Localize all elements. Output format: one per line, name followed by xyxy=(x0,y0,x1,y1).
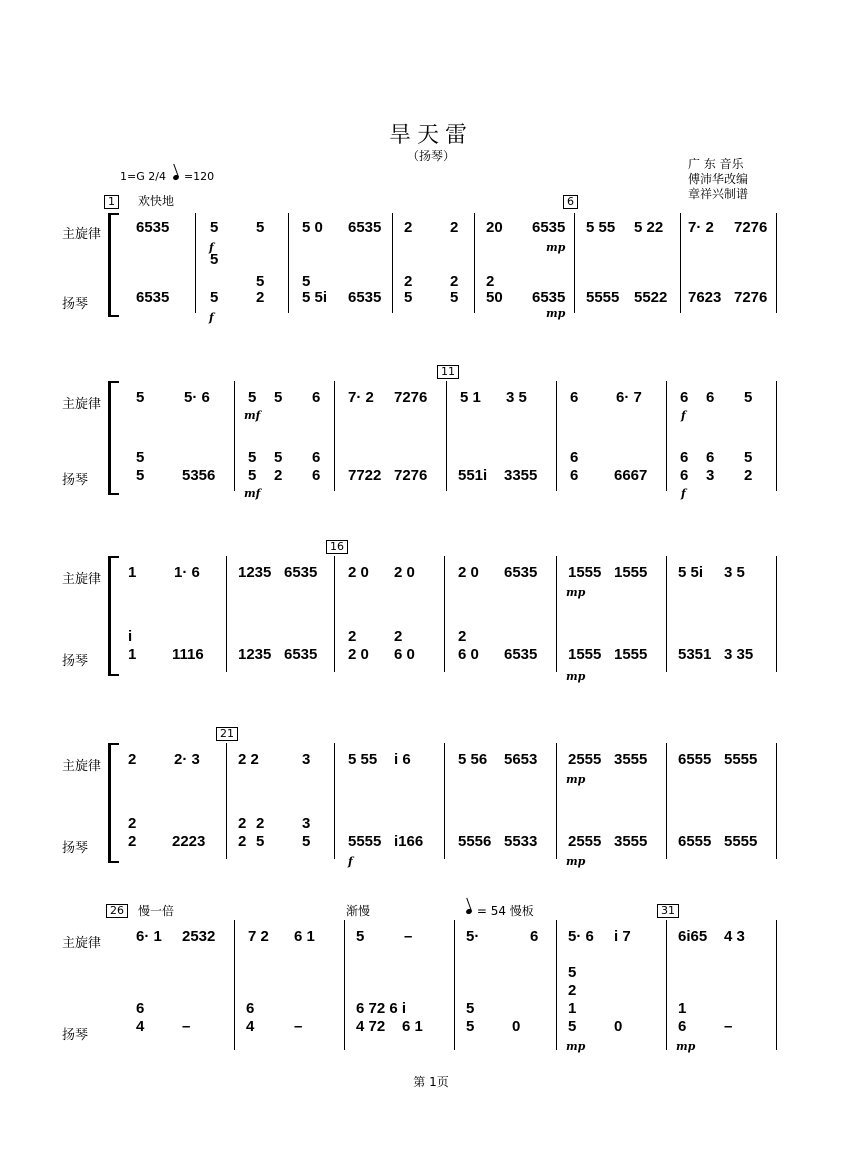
yangqin-note: 6535 xyxy=(348,289,382,306)
yangqin-note: 1555 xyxy=(568,646,602,663)
page-number: 第 1页 xyxy=(413,1075,449,1089)
melody-note: 7276 xyxy=(734,219,768,236)
yangqin-note: 5 xyxy=(450,289,459,306)
yangqin-upper-note: 2 xyxy=(486,273,495,290)
melody-note: 20 xyxy=(486,219,503,236)
key-and-tempo xyxy=(120,170,214,183)
yangqin-note: 6 xyxy=(570,467,579,484)
yangqin-note: 5 xyxy=(256,833,265,850)
melody-note: 6535 xyxy=(136,219,170,236)
yangqin-note: 4 72 xyxy=(356,1018,386,1035)
barline xyxy=(234,920,235,1050)
staff-brace xyxy=(108,743,119,863)
barline xyxy=(776,556,777,672)
barline xyxy=(226,743,227,859)
yangqin-note: 5 xyxy=(136,467,145,484)
rehearsal-mark: 11 xyxy=(437,365,459,379)
melody-note: 6· 7 xyxy=(616,389,642,406)
yangqin-upper-note: 5 xyxy=(568,964,577,981)
yangqin-note: 6667 xyxy=(614,467,648,484)
yangqin-note: 5522 xyxy=(634,289,668,306)
dynamic-mark: mp xyxy=(566,1040,586,1053)
credit-genre: 广 东 音乐 xyxy=(688,157,744,171)
melody-note: 6 1 xyxy=(294,928,315,945)
melody-note: 5 xyxy=(256,219,265,236)
dynamic-mark: mp xyxy=(676,1040,696,1053)
melody-note: 5· xyxy=(466,928,480,945)
yangqin-note: 7722 xyxy=(348,467,382,484)
melody-note: 6 xyxy=(706,389,715,406)
yangqin-note: 5555 xyxy=(348,833,382,850)
barline xyxy=(344,920,345,1050)
yangqin-upper-note: 2 xyxy=(394,628,403,645)
yangqin-note: 6 1 xyxy=(402,1018,423,1035)
system-4 xyxy=(0,727,862,867)
key-signature: 1=G 2/4 xyxy=(120,170,166,183)
melody-note: 6· 1 xyxy=(136,928,162,945)
dynamic-mark: f xyxy=(681,487,686,500)
melody-note: 6535 xyxy=(504,564,538,581)
yangqin-note: 3 xyxy=(706,467,715,484)
yangqin-note: – xyxy=(182,1018,191,1035)
part-label-yangqin: 扬琴 xyxy=(62,473,89,488)
barline xyxy=(334,743,335,859)
melody-note: 1 xyxy=(128,564,137,581)
measure-number: 1 xyxy=(104,195,119,209)
yangqin-upper-note: 5 xyxy=(744,449,753,466)
yangqin-note: 3 35 xyxy=(724,646,754,663)
part-label-yangqin: 扬琴 xyxy=(62,1028,89,1043)
melody-note: 2555 xyxy=(568,751,602,768)
melody-note: 5653 xyxy=(504,751,538,768)
yangqin-note: 2 0 xyxy=(348,646,369,663)
yangqin-note: 5 xyxy=(466,1018,475,1035)
melody-note: 5 xyxy=(210,219,219,236)
melody-note: 3555 xyxy=(614,751,648,768)
yangqin-note: – xyxy=(724,1018,733,1035)
barline xyxy=(776,920,777,1050)
barline xyxy=(444,556,445,672)
melody-note: 5 56 xyxy=(458,751,488,768)
barline xyxy=(556,381,557,491)
barline xyxy=(226,556,227,672)
score-subtitle: （扬琴） xyxy=(406,149,455,163)
dynamic-mark: mp xyxy=(546,241,566,254)
yangqin-upper-note: 5 xyxy=(248,449,257,466)
staff-brace xyxy=(108,381,119,495)
measure-number: 26 xyxy=(106,904,128,918)
yangqin-note: 6535 xyxy=(532,289,566,306)
yangqin-note: 1235 xyxy=(238,646,272,663)
rehearsal-mark: 6 xyxy=(563,195,578,209)
barline xyxy=(392,213,393,313)
melody-note: 5 0 xyxy=(302,219,323,236)
barline xyxy=(556,743,557,859)
staff-brace xyxy=(108,556,119,676)
yangqin-note: 6 xyxy=(312,467,321,484)
yangqin-upper-note: 2 xyxy=(568,982,577,999)
barline xyxy=(556,920,557,1050)
yangqin-upper-note: i xyxy=(128,628,133,645)
melody-note: 5555 xyxy=(724,751,758,768)
yangqin-note: 2555 xyxy=(568,833,602,850)
dynamic-mark: mp xyxy=(566,855,586,868)
melody-note: – xyxy=(404,928,413,945)
yangqin-note: 5356 xyxy=(182,467,216,484)
yangqin-note: 2 xyxy=(274,467,283,484)
yangqin-note: 5 xyxy=(210,289,219,306)
dynamic-mark: f xyxy=(348,855,353,868)
yangqin-upper-note: 5 xyxy=(466,1000,475,1017)
barline xyxy=(446,381,447,491)
yangqin-upper-note: 2 xyxy=(128,815,137,832)
melody-note: 1235 xyxy=(238,564,272,581)
tempo-change xyxy=(462,902,534,919)
dynamic-mark: f xyxy=(681,409,686,422)
melody-note: 2 0 xyxy=(348,564,369,581)
expression-mark: 渐慢 xyxy=(346,904,371,918)
expression-mark: 慢一倍 xyxy=(138,904,175,918)
tempo-value: = 54 xyxy=(476,904,506,918)
yangqin-upper-note: 6 xyxy=(680,449,689,466)
yangqin-upper-note: 6 xyxy=(246,1000,255,1017)
yangqin-note: 2 xyxy=(256,289,265,306)
melody-note: 6i65 xyxy=(678,928,708,945)
yangqin-upper-note: 2 xyxy=(348,628,357,645)
barline xyxy=(444,743,445,859)
melody-note: 5· 6 xyxy=(568,928,594,945)
yangqin-upper-note: 2 xyxy=(450,273,459,290)
system-2 xyxy=(0,365,862,500)
yangqin-note: 5555 xyxy=(586,289,620,306)
barline xyxy=(776,743,777,859)
yangqin-note: 6555 xyxy=(678,833,712,850)
melody-note: 5 55 xyxy=(586,219,616,236)
yangqin-upper-note: 5 xyxy=(210,251,219,268)
melody-note: i 6 xyxy=(394,751,411,768)
yangqin-note: 4 xyxy=(136,1018,145,1035)
yangqin-note: 0 xyxy=(614,1018,623,1035)
melody-note: 2 2 xyxy=(238,751,259,768)
yangqin-upper-note: 1 xyxy=(568,1000,577,1017)
melody-note: 5 5i xyxy=(678,564,704,581)
barline xyxy=(666,381,667,491)
yangqin-note: 6 xyxy=(678,1018,687,1035)
melody-note: 6535 xyxy=(284,564,318,581)
dynamic-mark: mp xyxy=(546,307,566,320)
dynamic-mark: f xyxy=(209,311,214,324)
melody-note: 7 2 xyxy=(248,928,269,945)
melody-note: 7276 xyxy=(394,389,428,406)
melody-note: 6 xyxy=(312,389,321,406)
yangqin-note: 2 xyxy=(128,833,137,850)
part-label-melody: 主旋律 xyxy=(62,936,102,951)
melody-note: 1555 xyxy=(568,564,602,581)
quarter-note-icon xyxy=(173,174,180,181)
yangqin-note: 5 xyxy=(248,467,257,484)
melody-note: 6 xyxy=(680,389,689,406)
melody-note: 5 22 xyxy=(634,219,664,236)
melody-note: 6 xyxy=(570,389,579,406)
yangqin-note: 1555 xyxy=(614,646,648,663)
yangqin-upper-note: 5 xyxy=(256,273,265,290)
part-label-yangqin: 扬琴 xyxy=(62,654,89,669)
yangqin-note: 6 0 xyxy=(394,646,415,663)
credit-arranger: 傅沛华改编 xyxy=(688,172,749,186)
melody-note: 3 5 xyxy=(724,564,745,581)
dynamic-mark: mf xyxy=(244,487,261,500)
melody-note: 2 0 xyxy=(394,564,415,581)
yangqin-upper-note: 6 xyxy=(136,1000,145,1017)
yangqin-note: 6535 xyxy=(136,289,170,306)
yangqin-note: 1 xyxy=(128,646,137,663)
yangqin-upper-note: 6 xyxy=(706,449,715,466)
yangqin-note: 5 5i xyxy=(302,289,328,306)
dynamic-mark: mp xyxy=(566,586,586,599)
melody-note: 3 xyxy=(302,751,311,768)
melody-note: i 7 xyxy=(614,928,631,945)
expression-mark: 欢快地 xyxy=(138,194,175,208)
yangqin-note: 5555 xyxy=(724,833,758,850)
yangqin-upper-note: 2 xyxy=(458,628,467,645)
barline xyxy=(288,213,289,313)
barline xyxy=(666,920,667,1050)
melody-note: 6535 xyxy=(348,219,382,236)
rehearsal-mark: 21 xyxy=(216,727,238,741)
yangqin-note: 5 xyxy=(302,833,311,850)
yangqin-note: 3355 xyxy=(504,467,538,484)
expression-mark: 慢板 xyxy=(509,904,534,918)
melody-note: 5 xyxy=(248,389,257,406)
part-label-yangqin: 扬琴 xyxy=(62,297,89,312)
yangqin-upper-note: 2 xyxy=(238,815,247,832)
yangqin-note: 6535 xyxy=(504,646,538,663)
melody-note: 1555 xyxy=(614,564,648,581)
yangqin-upper-note: 6 xyxy=(312,449,321,466)
barline xyxy=(776,381,777,491)
barline xyxy=(556,556,557,672)
yangqin-upper-note: 2 xyxy=(404,273,413,290)
yangqin-note: 50 xyxy=(486,289,503,306)
melody-note: 5 55 xyxy=(348,751,378,768)
melody-note: 2 xyxy=(450,219,459,236)
yangqin-upper-note: 5 xyxy=(136,449,145,466)
rehearsal-mark: 31 xyxy=(657,904,679,918)
melody-note: 2 0 xyxy=(458,564,479,581)
yangqin-upper-note: 6 72 6 i xyxy=(356,1000,407,1017)
barline xyxy=(334,556,335,672)
melody-note: 1· 6 xyxy=(174,564,200,581)
yangqin-note: 2223 xyxy=(172,833,206,850)
barline xyxy=(195,213,196,313)
yangqin-note: 4 xyxy=(246,1018,255,1035)
staff-brace xyxy=(108,213,119,317)
melody-note: 2 xyxy=(128,751,137,768)
part-label-yangqin: 扬琴 xyxy=(62,841,89,856)
barline xyxy=(666,743,667,859)
melody-note: 2 xyxy=(404,219,413,236)
barline xyxy=(574,213,575,313)
system-5 xyxy=(0,900,862,1060)
yangqin-note: 5533 xyxy=(504,833,538,850)
quarter-note-icon xyxy=(465,908,472,915)
yangqin-note: 2 xyxy=(238,833,247,850)
dynamic-mark: mp xyxy=(566,670,586,683)
melody-note: 5 1 xyxy=(460,389,481,406)
yangqin-note: 6 0 xyxy=(458,646,479,663)
dynamic-mark: f xyxy=(209,241,214,254)
rehearsal-mark: 16 xyxy=(326,540,348,554)
yangqin-note: 551i xyxy=(458,467,488,484)
credit-engraver: 章祥兴制谱 xyxy=(688,187,749,201)
yangqin-upper-note: 1 xyxy=(678,1000,687,1017)
yangqin-note: 0 xyxy=(512,1018,521,1035)
part-label-melody: 主旋律 xyxy=(62,227,102,242)
melody-note: 2· 3 xyxy=(174,751,200,768)
yangqin-note: 3555 xyxy=(614,833,648,850)
yangqin-upper-note: 5 xyxy=(302,273,311,290)
barline xyxy=(454,920,455,1050)
yangqin-note: 7623 xyxy=(688,289,722,306)
melody-note: 3 5 xyxy=(506,389,527,406)
melody-note: 6555 xyxy=(678,751,712,768)
melody-note: 7· 2 xyxy=(688,219,714,236)
barline xyxy=(680,213,681,313)
dynamic-mark: mf xyxy=(244,409,261,422)
melody-note: 5· 6 xyxy=(184,389,210,406)
part-label-melody: 主旋律 xyxy=(62,759,102,774)
melody-note: 6 xyxy=(530,928,539,945)
yangqin-upper-note: 3 xyxy=(302,815,311,832)
melody-note: 5 xyxy=(136,389,145,406)
yangqin-note: 6 xyxy=(680,467,689,484)
yangqin-upper-note: 6 xyxy=(570,449,579,466)
barline xyxy=(776,213,777,313)
yangqin-upper-note: 5 xyxy=(274,449,283,466)
tempo-marking: =120 xyxy=(183,170,215,183)
yangqin-note: – xyxy=(294,1018,303,1035)
melody-note: 5 xyxy=(274,389,283,406)
part-label-melody: 主旋律 xyxy=(62,397,102,412)
yangqin-note: 7276 xyxy=(394,467,428,484)
melody-note: 5 xyxy=(744,389,753,406)
yangqin-note: 1116 xyxy=(172,646,204,663)
part-label-melody: 主旋律 xyxy=(62,572,102,587)
dynamic-mark: mp xyxy=(566,773,586,786)
melody-note: 7· 2 xyxy=(348,389,374,406)
barline xyxy=(474,213,475,313)
melody-note: 6535 xyxy=(532,219,566,236)
melody-note: 5 xyxy=(356,928,365,945)
yangqin-note: 5351 xyxy=(678,646,712,663)
yangqin-note: 5 xyxy=(568,1018,577,1035)
yangqin-note: 5 xyxy=(404,289,413,306)
yangqin-note: i166 xyxy=(394,833,424,850)
yangqin-note: 6535 xyxy=(284,646,318,663)
system-3 xyxy=(0,540,862,683)
score-title: 旱天雷 xyxy=(388,123,473,148)
yangqin-note: 5556 xyxy=(458,833,492,850)
yangqin-note: 7276 xyxy=(734,289,768,306)
yangqin-note: 2 xyxy=(744,467,753,484)
yangqin-upper-note: 2 xyxy=(256,815,265,832)
barline xyxy=(234,381,235,491)
barline xyxy=(666,556,667,672)
melody-note: 4 3 xyxy=(724,928,745,945)
melody-note: 2532 xyxy=(182,928,216,945)
barline xyxy=(334,381,335,491)
